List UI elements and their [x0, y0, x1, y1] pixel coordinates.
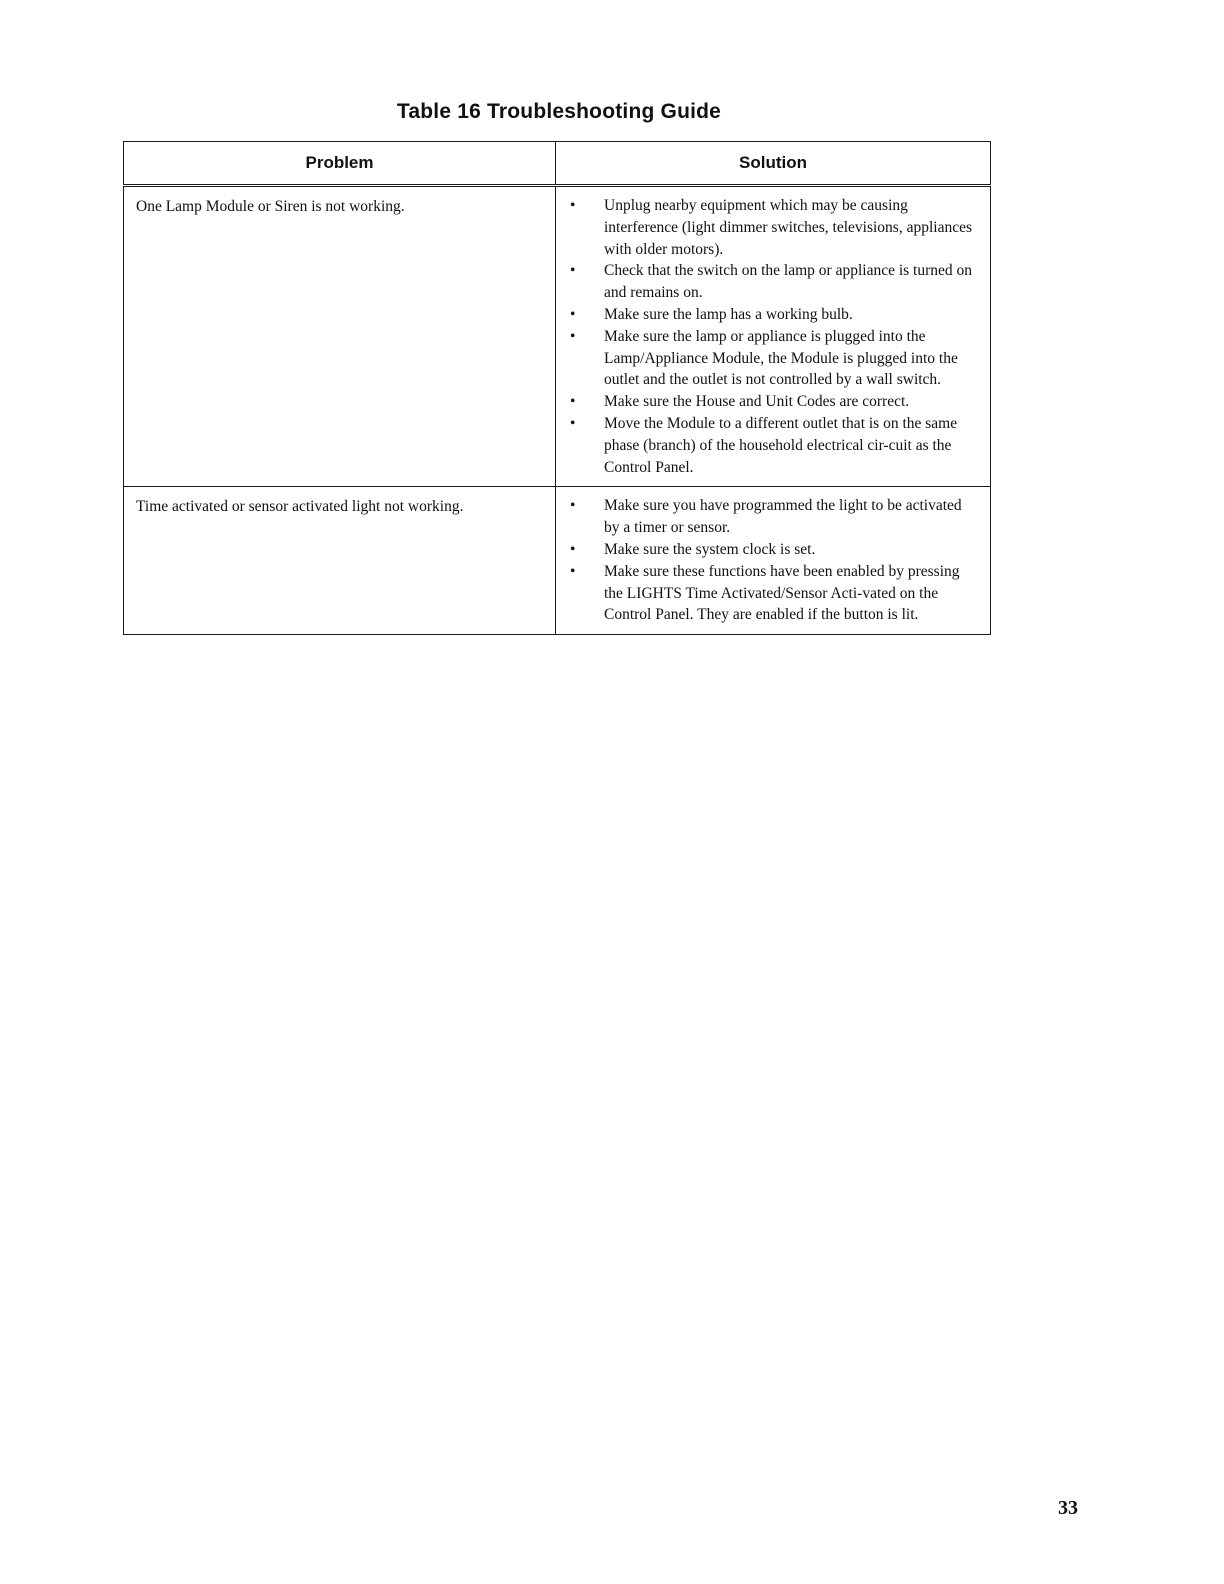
solution-item: • Make sure the lamp has a working bulb. [566, 304, 976, 326]
troubleshooting-table [123, 141, 991, 635]
table-title: Table 16 Troubleshooting Guide [396, 100, 722, 123]
solution-list [566, 495, 976, 626]
page-number: 33 [1058, 1497, 1078, 1519]
solution-item: • Unplug nearby equipment which may be causing interference (light dimmer switches, televisions, appliances with older motors). [566, 195, 976, 260]
header-row [124, 142, 991, 186]
solution-item: • Make sure you have programmed the light to be activated by a timer or sensor. [566, 495, 976, 539]
table-row [124, 487, 991, 635]
solution-item: • Move the Module to a different outlet that is on the same phase (branch) of the household electrical cir-cuit as the Control Panel. [566, 413, 976, 478]
problem-cell: Time activated or sensor activated light not working. [124, 487, 556, 635]
problem-header: Problem [124, 142, 556, 186]
solution-item: • Make sure the House and Unit Codes are correct. [566, 391, 976, 413]
problem-cell: One Lamp Module or Siren is not working. [124, 186, 556, 487]
solution-item: • Make sure the system clock is set. [566, 539, 976, 561]
solution-item: • Make sure these functions have been enabled by pressing the LIGHTS Time Activated/Sensor Acti-vated on the Control Panel. They are enabled if the button is lit. [566, 561, 976, 626]
solution-cell [556, 487, 991, 635]
solution-item: • Check that the switch on the lamp or appliance is turned on and remains on. [566, 260, 976, 304]
solution-item: • Make sure the lamp or appliance is plugged into the Lamp/Appliance Module, the Module is plugged into the outlet and the outlet is not controlled by a wall switch. [566, 326, 976, 391]
solution-list [566, 195, 976, 478]
solution-cell [556, 186, 991, 487]
table-row [124, 186, 991, 487]
solution-header: Solution [556, 142, 991, 186]
